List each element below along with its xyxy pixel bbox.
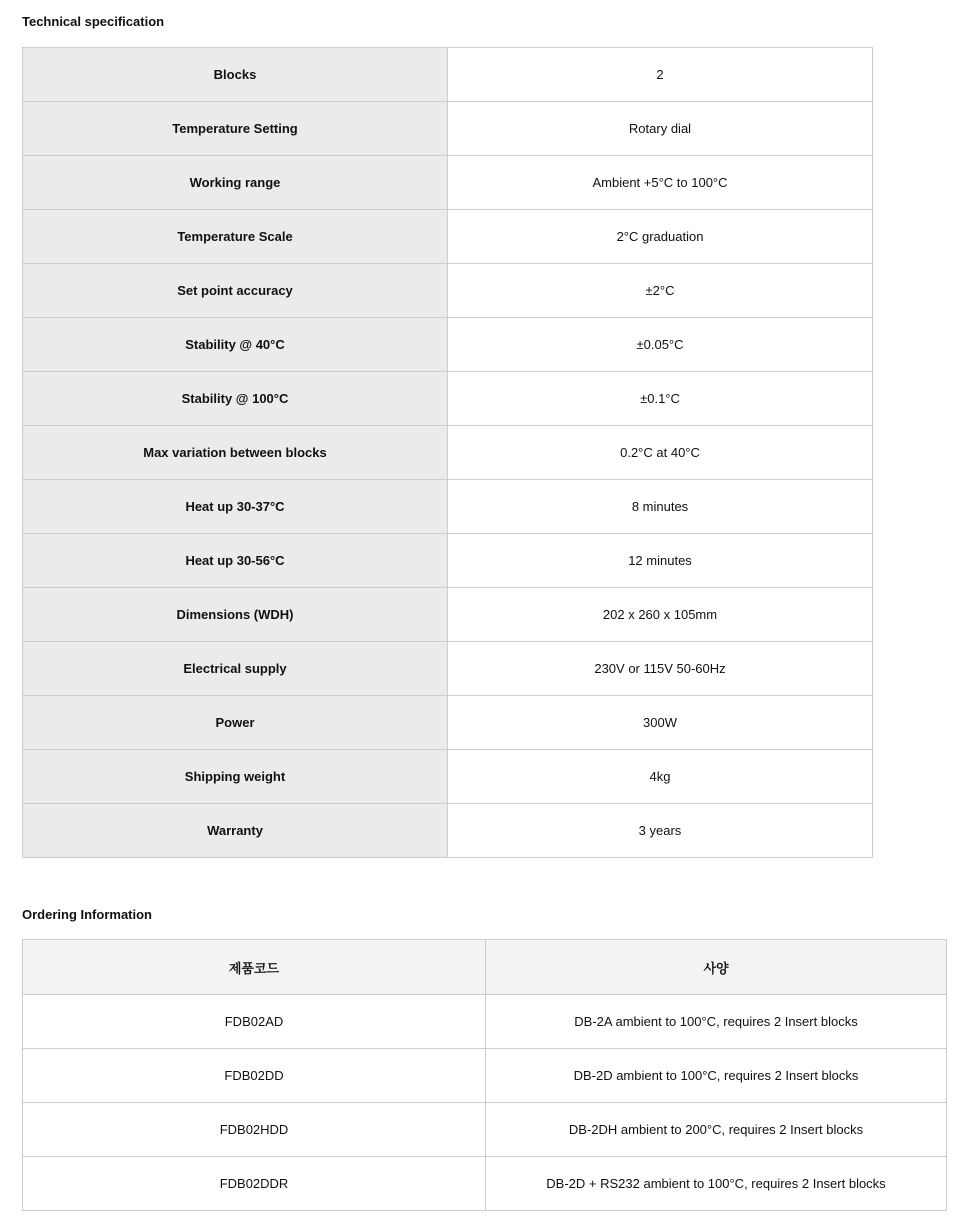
spec-value: 202 x 260 x 105mm <box>448 588 873 642</box>
table-header-row <box>23 940 947 995</box>
spec-label: Max variation between blocks <box>23 426 448 480</box>
product-spec: DB-2DH ambient to 200°C, requires 2 Insert blocks <box>486 1103 947 1157</box>
spec-label: Electrical supply <box>23 642 448 696</box>
product-code: FDB02AD <box>23 995 486 1049</box>
table-row <box>23 1103 947 1157</box>
spec-value: Rotary dial <box>448 102 873 156</box>
product-code: FDB02DDR <box>23 1157 486 1211</box>
spec-value: 12 minutes <box>448 534 873 588</box>
product-spec: DB-2A ambient to 100°C, requires 2 Insert blocks <box>486 995 947 1049</box>
table-row <box>23 48 873 102</box>
spec-value: ±0.05°C <box>448 318 873 372</box>
spec-value: 230V or 115V 50-60Hz <box>448 642 873 696</box>
table-row <box>23 1049 947 1103</box>
spec-label: Power <box>23 696 448 750</box>
product-code: FDB02HDD <box>23 1103 486 1157</box>
table-row <box>23 642 873 696</box>
product-code: FDB02DD <box>23 1049 486 1103</box>
table-row <box>23 156 873 210</box>
spec-label: Temperature Setting <box>23 102 448 156</box>
spec-value: ±2°C <box>448 264 873 318</box>
product-spec: DB-2D + RS232 ambient to 100°C, requires 2 Insert blocks <box>486 1157 947 1211</box>
spec-table <box>22 47 873 858</box>
spec-value: 8 minutes <box>448 480 873 534</box>
spec-label: Heat up 30-37°C <box>23 480 448 534</box>
spec-value: Ambient +5°C to 100°C <box>448 156 873 210</box>
spec-value: ±0.1°C <box>448 372 873 426</box>
table-row <box>23 995 947 1049</box>
spec-label: Warranty <box>23 804 448 858</box>
spec-label: Set point accuracy <box>23 264 448 318</box>
table-row <box>23 318 873 372</box>
spec-value: 2°C graduation <box>448 210 873 264</box>
spec-section-title: Technical specification <box>22 14 165 29</box>
table-row <box>23 426 873 480</box>
spec-label: Heat up 30-56°C <box>23 534 448 588</box>
table-row <box>23 480 873 534</box>
spec-label: Working range <box>23 156 448 210</box>
spec-label: Dimensions (WDH) <box>23 588 448 642</box>
table-row <box>23 210 873 264</box>
spec-value: 300W <box>448 696 873 750</box>
spec-label: Shipping weight <box>23 750 448 804</box>
spec-label: Blocks <box>23 48 448 102</box>
ordering-section-title: Ordering Information <box>22 907 152 922</box>
table-row <box>23 1157 947 1211</box>
spec-value: 4kg <box>448 750 873 804</box>
table-row <box>23 372 873 426</box>
spec-label: Stability @ 40°C <box>23 318 448 372</box>
table-row <box>23 588 873 642</box>
column-header-product-code: 제품코드 <box>23 940 486 995</box>
table-row <box>23 750 873 804</box>
spec-label: Temperature Scale <box>23 210 448 264</box>
product-spec: DB-2D ambient to 100°C, requires 2 Insert blocks <box>486 1049 947 1103</box>
spec-value: 2 <box>448 48 873 102</box>
spec-value: 0.2°C at 40°C <box>448 426 873 480</box>
spec-label: Stability @ 100°C <box>23 372 448 426</box>
table-row <box>23 804 873 858</box>
table-row <box>23 534 873 588</box>
column-header-specification: 사양 <box>486 940 947 995</box>
table-row <box>23 264 873 318</box>
spec-value: 3 years <box>448 804 873 858</box>
table-row <box>23 696 873 750</box>
ordering-table <box>22 939 947 1211</box>
table-row <box>23 102 873 156</box>
